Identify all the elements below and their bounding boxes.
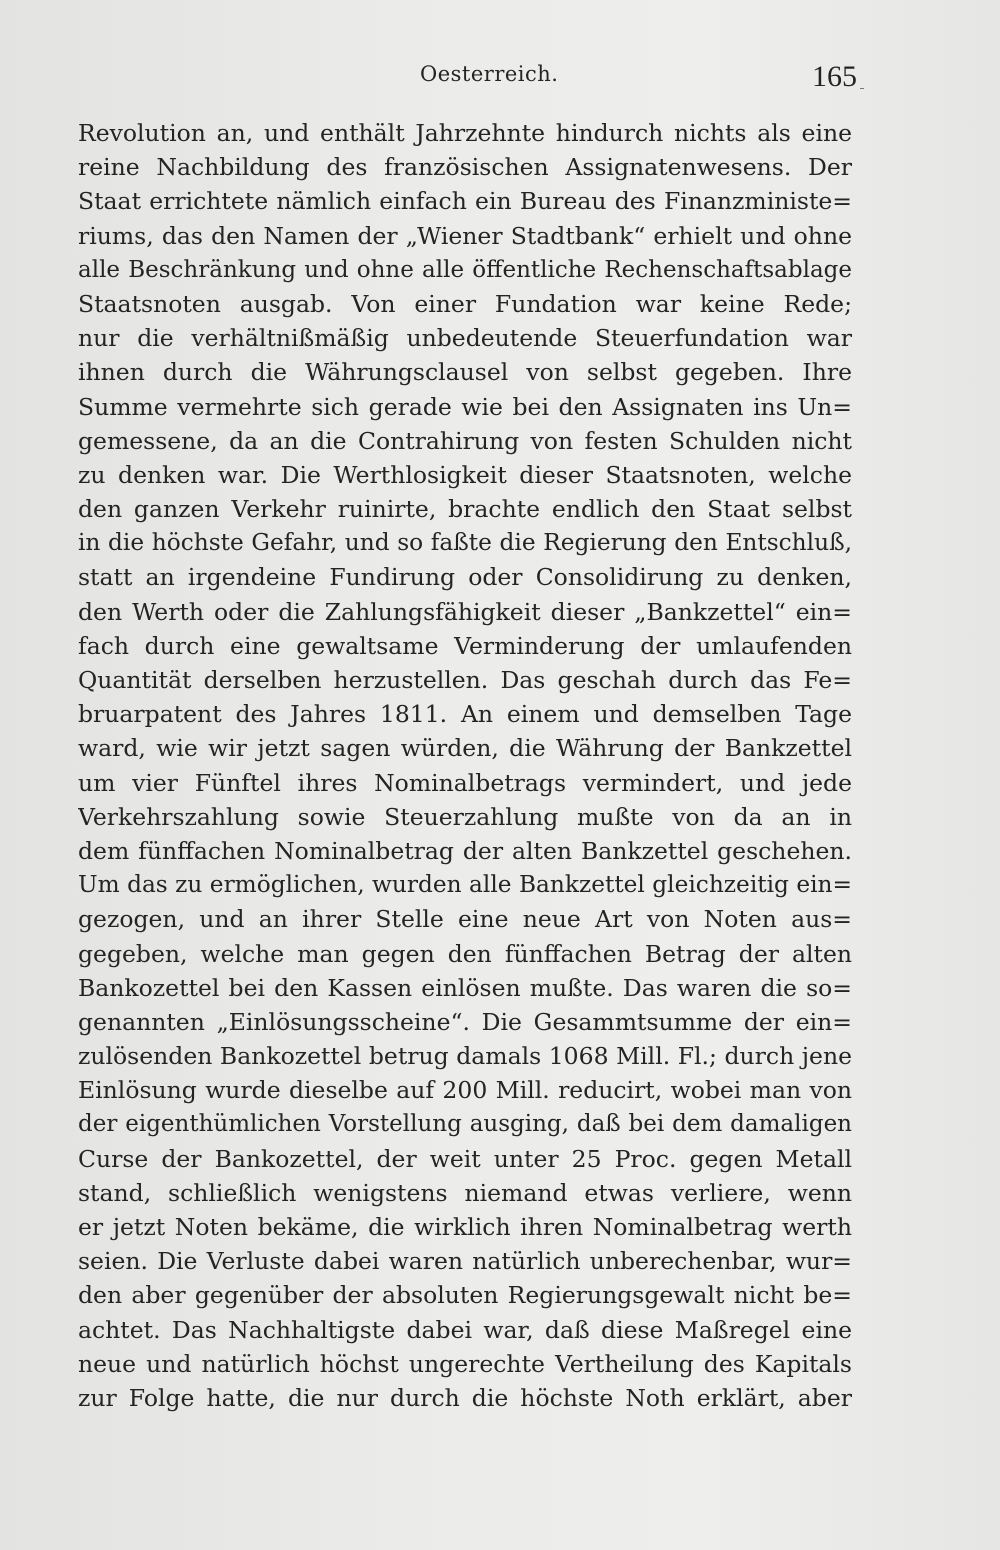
text-line: er jetzt Noten bekäme, die wirklich ihren Nominalbetrag werth: [78, 1213, 852, 1241]
text-line: der eigenthümlichen Vorstellung ausging, daß bei dem damaligen: [78, 1111, 852, 1138]
text-line: den aber gegenüber der absoluten Regierungsgewalt nicht be=: [78, 1281, 852, 1310]
text-line: gezogen, und an ihrer Stelle eine neue Art von Noten aus=: [78, 905, 852, 934]
text-line: seien. Die Verluste dabei waren natürlich unberechenbar, wur=: [78, 1247, 852, 1276]
text-line: Curse der Bankozettel, der weit unter 25 Proc. gegen Metall: [78, 1144, 852, 1173]
text-line: Staat errichtete nämlich einfach ein Bureau des Finanzministe=: [78, 187, 852, 216]
text-line: bruarpatent des Jahres 1811. An einem und demselben Tage: [78, 700, 852, 729]
text-line: achtet. Das Nachhaltigste dabei war, daß diese Maßregel eine: [78, 1315, 852, 1344]
text-line: gemessene, da an die Contrahirung von festen Schulden nicht: [78, 426, 852, 455]
text-line: ihnen durch die Währungsclausel von selbst gegeben. Ihre: [78, 358, 852, 387]
text-line: reine Nachbildung des französischen Assignatenwesens. Der: [78, 153, 852, 182]
text-line: um vier Fünftel ihres Nominalbetrags vermindert, und jede: [78, 768, 852, 797]
text-line: Staatsnoten ausgab. Von einer Fundation war keine Rede;: [78, 289, 852, 318]
text-line: in die höchste Gefahr, und so faßte die Regierung den Entschluß,: [78, 529, 852, 557]
text-line: den Werth oder die Zahlungsfähigkeit dieser „Bankzettel“ ein=: [78, 597, 852, 626]
text-line: alle Beschränkung und ohne alle öffentliche Rechenschaftsablage: [78, 256, 852, 283]
running-head-title: Oesterreich.: [420, 62, 559, 86]
page-number-rule: [860, 88, 864, 89]
text-line: genannten „Einlösungsscheine“. Die Gesammtsumme der ein=: [78, 1007, 852, 1036]
text-line: Summe vermehrte sich gerade wie bei den Assignaten ins Un=: [78, 392, 852, 421]
page-number: 165: [812, 60, 857, 93]
text-line: nur die verhältnißmäßig unbedeutende Steuerfundation war: [78, 324, 852, 353]
text-line: fach durch eine gewaltsame Verminderung der umlaufenden: [78, 631, 852, 660]
text-line: ward, wie wir jetzt sagen würden, die Währung der Bankzettel: [78, 734, 852, 763]
text-line: gegeben, welche man gegen den fünffachen Betrag der alten: [78, 939, 852, 968]
text-line: Revolution an, und enthält Jahrzehnte hindurch nichts als eine: [78, 119, 852, 147]
text-line: statt an irgendeine Fundirung oder Consolidirung zu denken,: [78, 563, 852, 592]
text-line: den ganzen Verkehr ruinirte, brachte endlich den Staat selbst: [78, 495, 852, 524]
text-line: zur Folge hatte, die nur durch die höchste Noth erklärt, aber: [78, 1383, 852, 1412]
text-line: zulösenden Bankozettel betrug damals 1068 Mill. Fl.; durch jene: [78, 1042, 852, 1071]
text-line: riums, das den Namen der „Wiener Stadtbank“ erhielt und ohne: [78, 221, 852, 250]
text-line: Um das zu ermöglichen, wurden alle Bankzettel gleichzeitig ein=: [78, 871, 852, 899]
text-line: dem fünffachen Nominalbetrag der alten Bankzettel geschehen.: [78, 836, 852, 865]
running-head: [0, 62, 1000, 92]
text-line: Quantität derselben herzustellen. Das geschah durch das Fe=: [78, 666, 852, 694]
text-line: stand, schließlich wenigstens niemand etwas verliere, wenn: [78, 1178, 852, 1207]
body-text: [78, 116, 852, 1415]
text-line: Verkehrszahlung sowie Steuerzahlung mußte von da an in: [78, 802, 852, 831]
text-line: Einlösung wurde dieselbe auf 200 Mill. reducirt, wobei man von: [78, 1076, 852, 1105]
text-line: Bankozettel bei den Kassen einlösen mußte. Das waren die so=: [78, 973, 852, 1002]
text-line: neue und natürlich höchst ungerechte Vertheilung des Kapitals: [78, 1349, 852, 1378]
text-line: zu denken war. Die Werthlosigkeit dieser Staatsnoten, welche: [78, 460, 852, 489]
